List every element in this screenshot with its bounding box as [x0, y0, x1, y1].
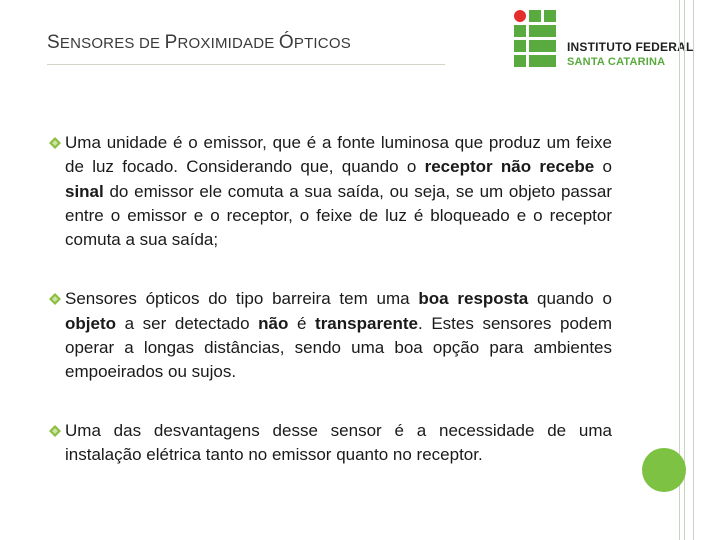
logo-block — [514, 55, 526, 67]
slide-title — [47, 32, 351, 54]
logo-block — [529, 40, 556, 52]
diamond-bullet-icon — [48, 136, 62, 150]
text-segment: Uma unidade é o emissor, que é a fonte luminosa que produz um feixe de luz focado. Considerando que, quando o — [65, 133, 612, 177]
title-rest-2: ROXIMIDADE — [177, 35, 279, 52]
logo-block — [529, 25, 556, 37]
diamond-bullet-icon — [48, 292, 62, 306]
text-segment: é — [288, 313, 316, 333]
logo-block — [544, 10, 556, 22]
logo-block — [529, 55, 556, 67]
bullet-item — [54, 131, 612, 252]
bullet-item — [54, 287, 612, 384]
bullet-text — [65, 289, 612, 381]
diamond-bullet-icon — [48, 424, 62, 438]
decorative-vertical-line — [693, 0, 694, 540]
bullet-text — [65, 133, 612, 249]
logo-block — [514, 40, 526, 52]
text-segment: o — [594, 157, 612, 177]
logo-block — [514, 25, 526, 37]
title-cap-3: Ó — [278, 32, 294, 53]
title-rest-3: PTICOS — [293, 35, 351, 52]
title-cap-1: S — [47, 32, 60, 53]
bold-segment: sinal — [65, 181, 104, 201]
bullet-item — [54, 419, 612, 468]
bullet-list — [54, 131, 612, 502]
bold-segment: transparente — [315, 313, 419, 333]
bold-segment: objeto — [65, 313, 116, 333]
decorative-vertical-line — [684, 0, 685, 540]
text-segment: Uma das desvantagens desse sensor é a necessidade de uma instalação elétrica tanto no emissor quanto no receptor. — [65, 420, 612, 464]
text-segment: do emissor ele comuta a sua saída, ou seja, se um objeto passar entre o emissor e o receptor, o feixe de luz é bloqueado e o receptor comuta a sua saída; — [65, 181, 612, 250]
logo-line-2: SANTA CATARINA — [567, 56, 666, 68]
bold-segment: receptor não recebe — [424, 157, 595, 177]
title-underline — [47, 64, 445, 65]
text-segment: a ser detectado — [116, 313, 259, 333]
bold-segment: não — [258, 313, 289, 333]
logo-text — [567, 40, 694, 68]
logo-red-dot — [514, 10, 526, 22]
logo-block — [529, 10, 541, 22]
text-segment: Sensores ópticos do tipo barreira tem uma — [65, 289, 419, 309]
logo-line-1: INSTITUTO FEDERAL — [567, 40, 694, 54]
logo-grid-icon — [512, 8, 558, 68]
institution-logo — [512, 8, 702, 72]
bullet-text — [65, 421, 612, 464]
text-segment: quando o — [528, 289, 612, 309]
text-segment: . Estes sensores podem operar a longas distâncias, sendo uma boa opção para ambientes empoeirados ou sujos. — [65, 313, 613, 382]
title-cap-2: P — [164, 32, 178, 53]
decorative-green-dot — [642, 448, 686, 492]
bold-segment: boa resposta — [418, 289, 529, 309]
title-rest-1: ENSORES DE — [59, 35, 165, 52]
